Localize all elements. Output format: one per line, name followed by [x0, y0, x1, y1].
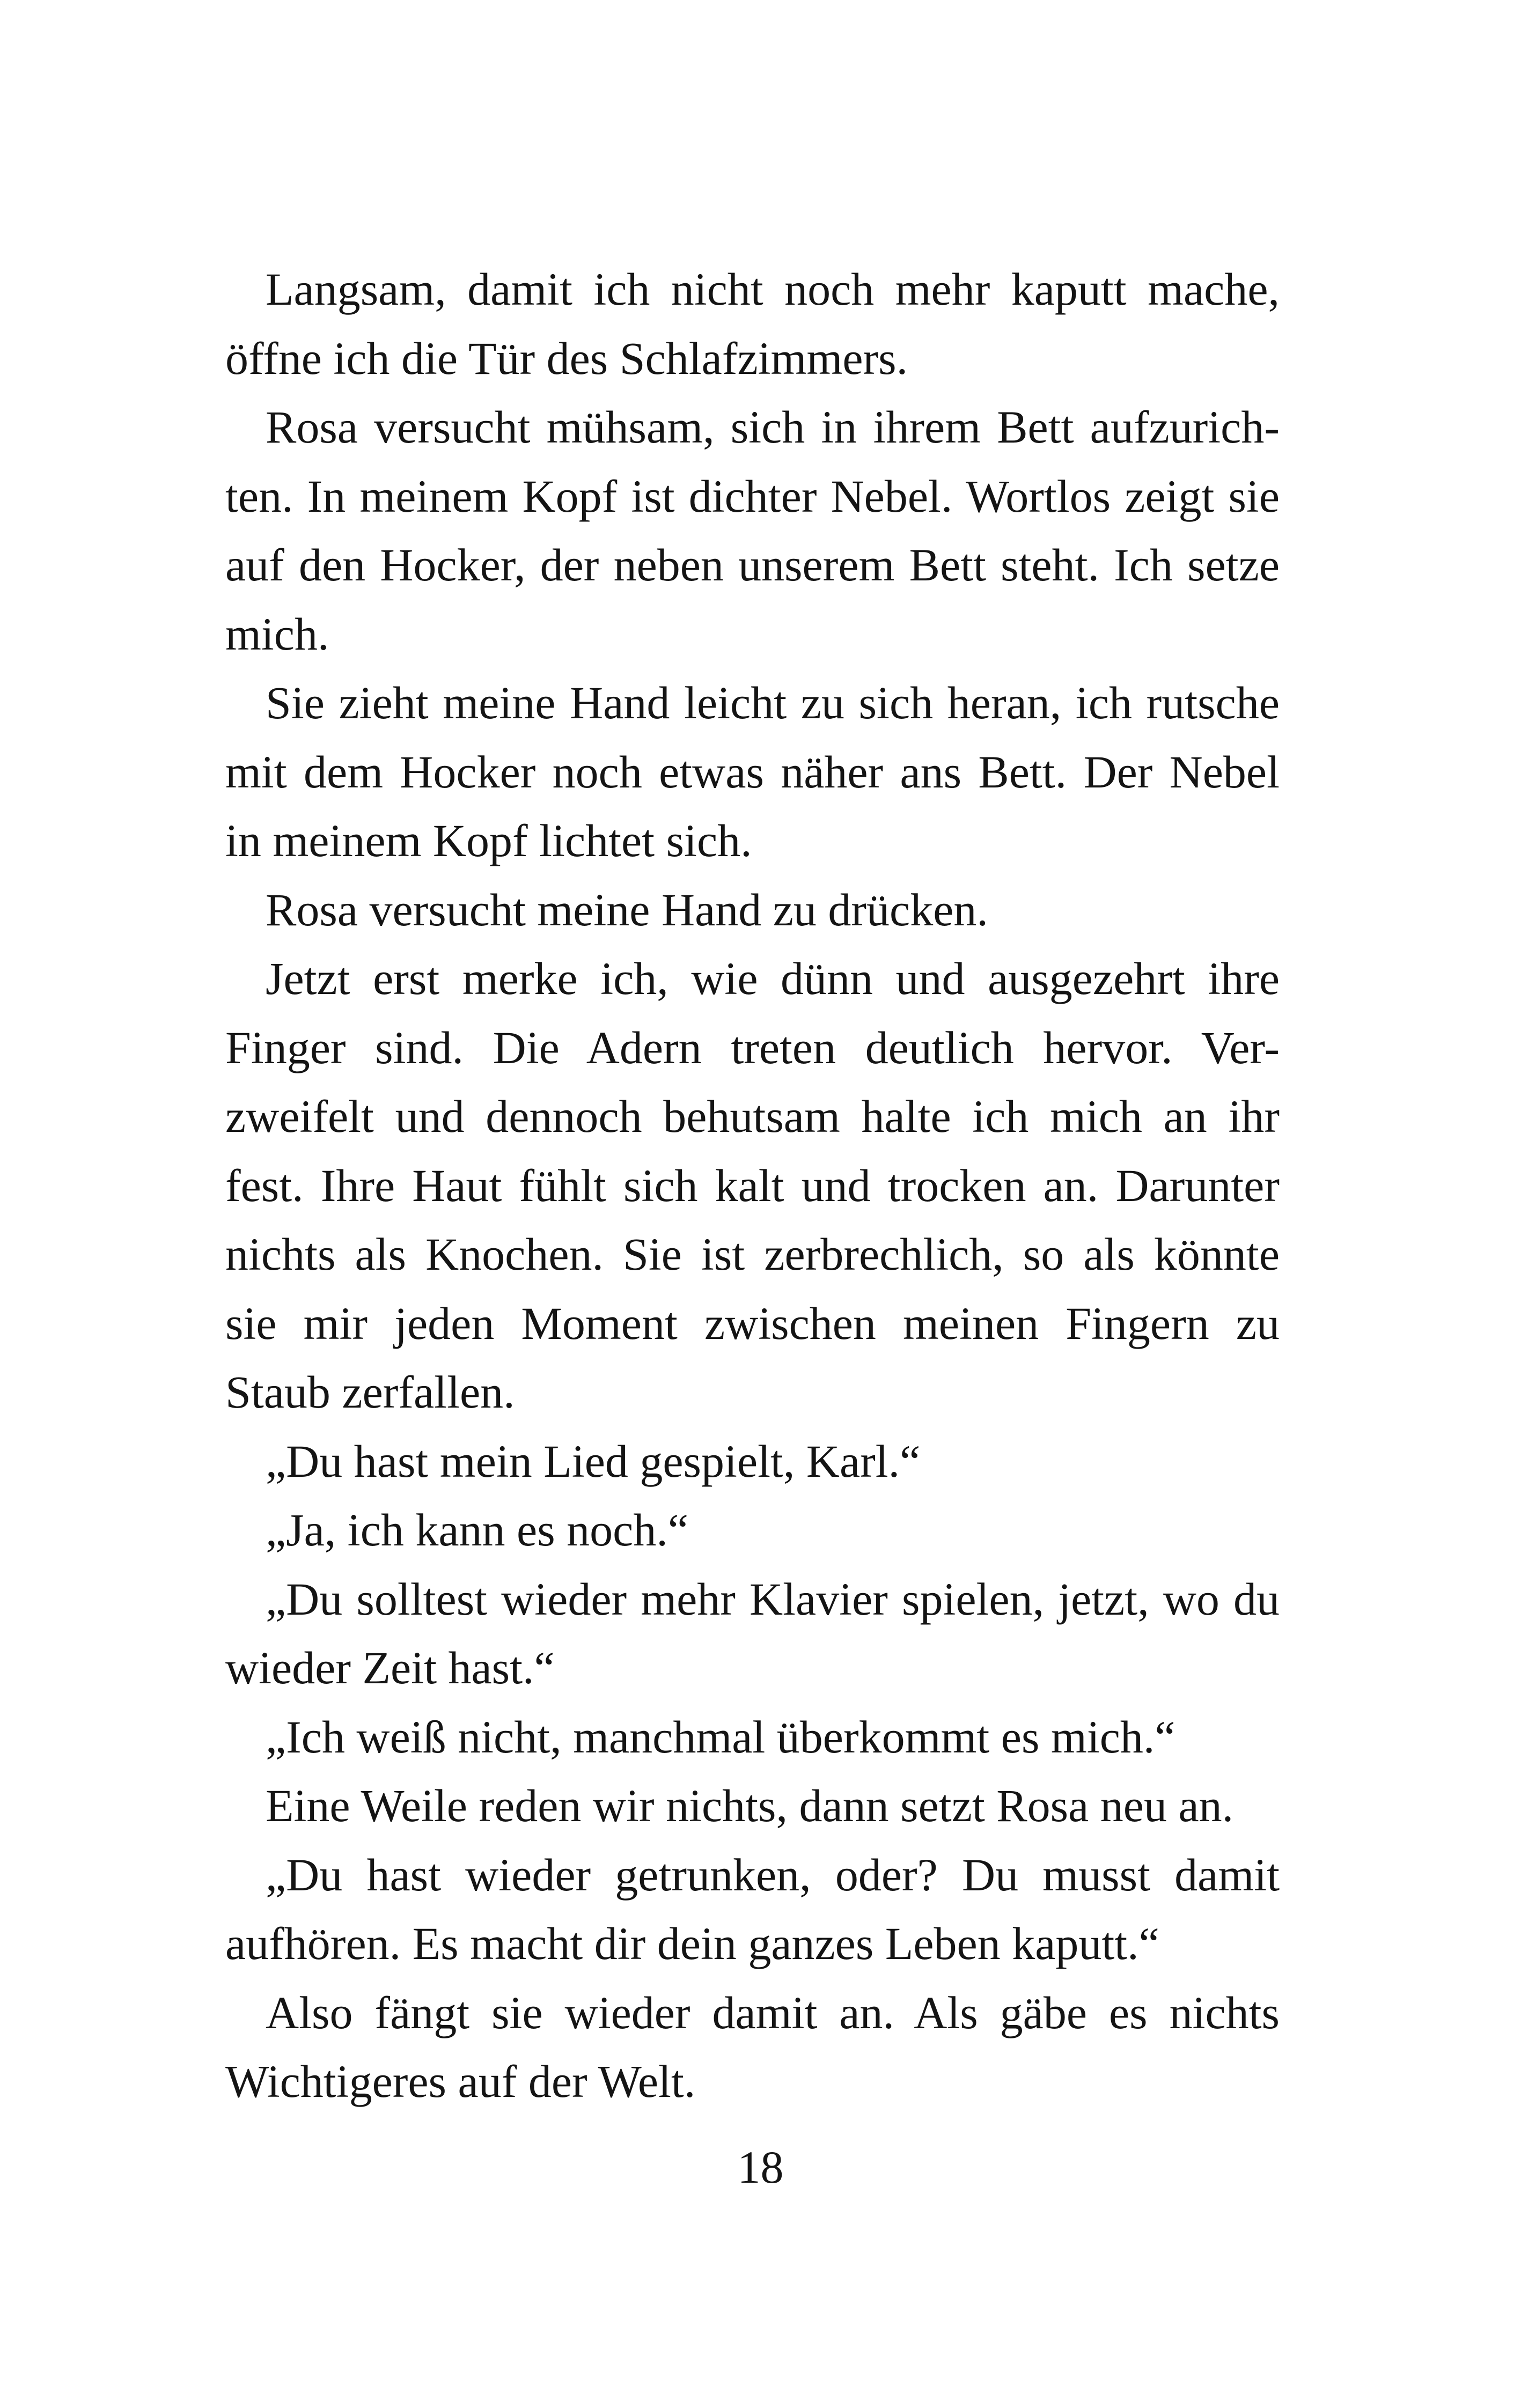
paragraph-9: „Ich weiß nicht, manchmal überkommt es mich.“ [266, 1711, 1175, 1763]
body-text [225, 255, 1280, 2116]
paragraph-11: „Du hast wieder getrunken, oder? Du musst damit aufhören. Es macht dir dein ganzes Leben kaputt.“ [225, 1849, 1280, 1969]
paragraph-4: Rosa versucht meine Hand zu drücken. [266, 883, 988, 936]
paragraph-5: Jetzt erst merke ich, wie dünn und ausgezehrt ihre Finger sind. Die Adern treten deutlich hervor. Ver-zweifelt und dennoch behutsam halte ich mich an ihr fest. Ihre Haut fühlt sich kalt und trocken an. Darunter nichts als Knochen. Sie ist zerbrechlich, so als könnte sie mir jeden Moment zwischen meinen Fingern zu Staub zerfallen. [225, 953, 1280, 1418]
paragraph-10: Eine Weile reden wir nichts, dann setzt Rosa neu an. [266, 1780, 1234, 1831]
paragraph-3: Sie zieht meine Hand leicht zu sich heran, ich rutsche mit dem Hocker noch etwas näher ans Bett. Der Nebel in meinem Kopf lichtet sich. [225, 677, 1280, 866]
page-number: 18 [737, 2141, 784, 2193]
paragraph-2: Rosa versucht mühsam, sich in ihrem Bett aufzurich-ten. In meinem Kopf ist dichter Nebel. Wortlos zeigt sie auf den Hocker, der neben unserem Bett steht. Ich setze mich. [225, 401, 1280, 660]
paragraph-12: Also fängt sie wieder damit an. Als gäbe es nichts Wichtigeres auf der Welt. [225, 1986, 1280, 2107]
paragraph-1: Langsam, damit ich nicht noch mehr kaputt mache, öffne ich die Tür des Schlafzimmers. [225, 263, 1280, 384]
paragraph-8: „Du solltest wieder mehr Klavier spielen, jetzt, wo du wieder Zeit hast.“ [225, 1573, 1280, 1693]
paragraph-7: „Ja, ich kann es noch.“ [266, 1504, 689, 1556]
paragraph-6: „Du hast mein Lied gespielt, Karl.“ [266, 1435, 921, 1487]
